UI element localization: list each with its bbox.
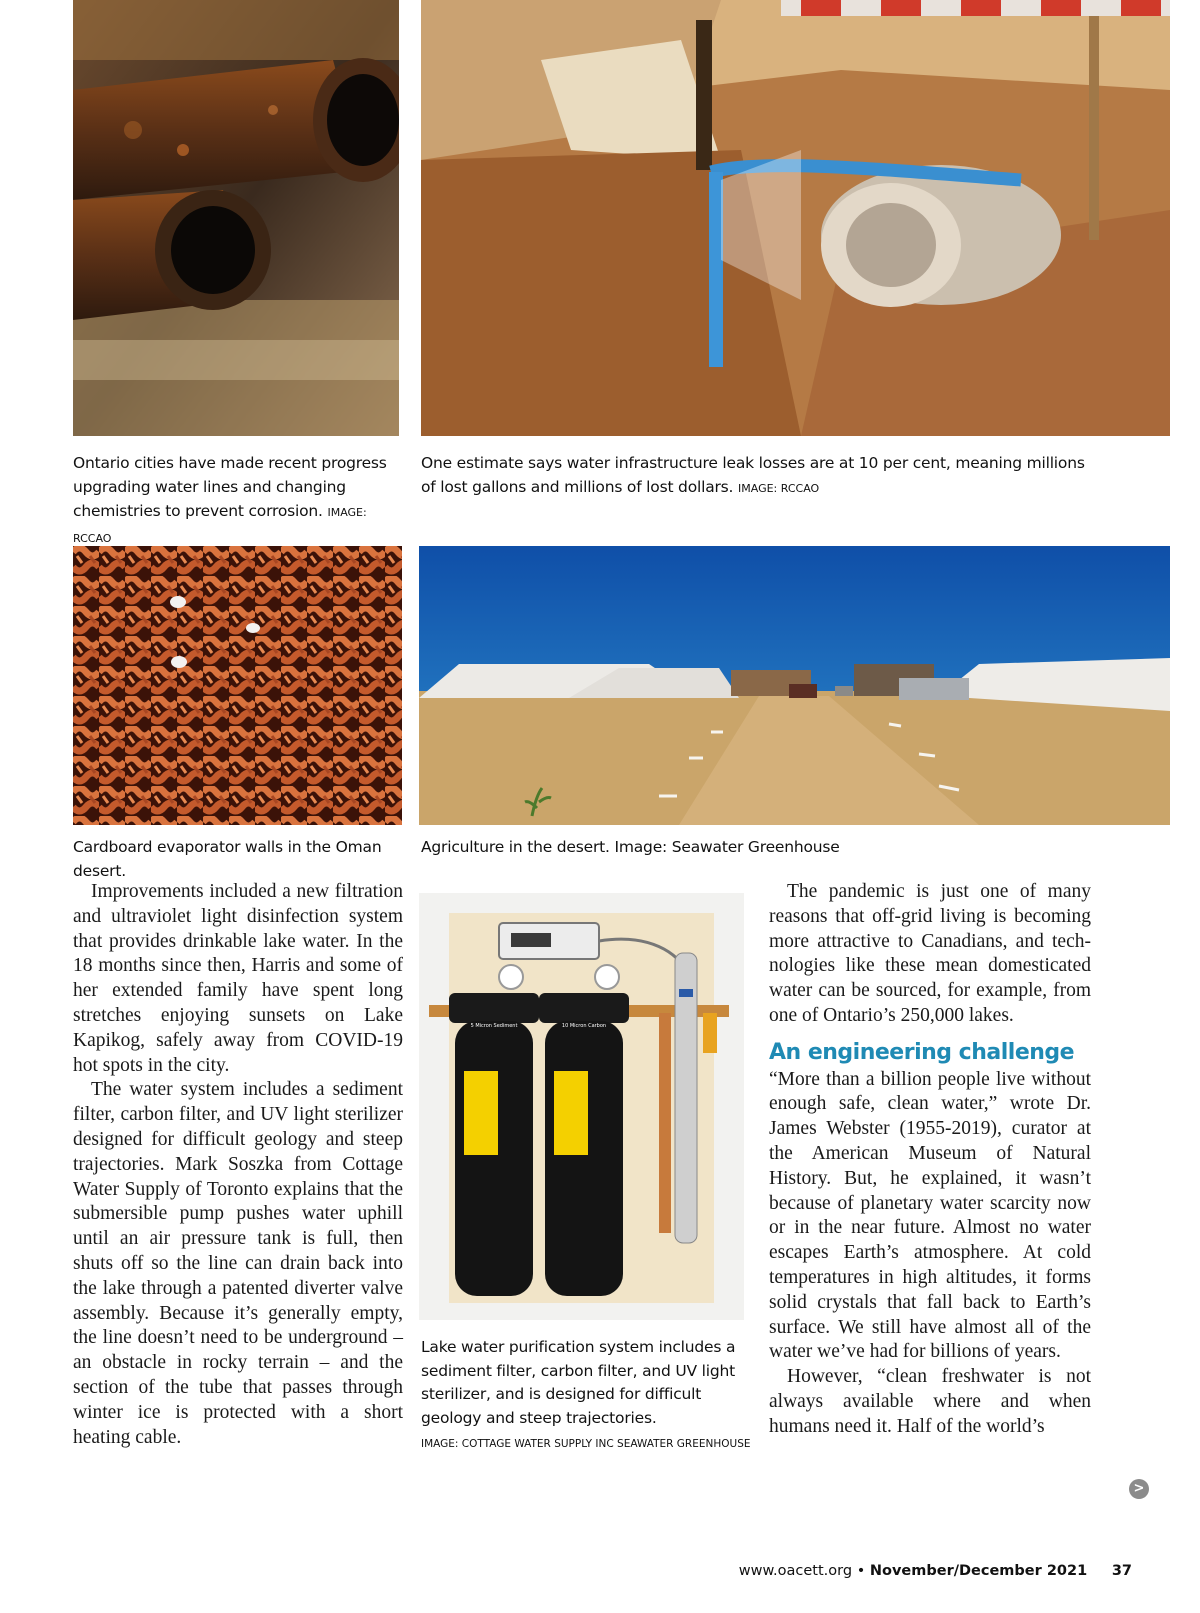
water-filter-system-photo [419,893,744,1320]
desert-agriculture-photo [419,546,1170,825]
rusted-pipes-photo [73,0,399,436]
caption-text: Ontario cities have made recent progress upgrading water lines and changing chemistries to prevent corrosion. [73,454,387,520]
cardboard-caption [73,835,413,883]
page-number: 37 [1111,1563,1132,1579]
leaking-pipe-photo [421,0,1170,436]
section-heading: An engineering challenge [769,1039,1075,1065]
paragraph: Improvements included a new filtration and ultraviolet light disinfection system that provides drinkable lake water. In the 18 months since then, Harris and some of her extended family have spent long stretches enjoying sunsets on Lake Kapikog, safely away from COVID-19 hot spots in the city. [73,881,403,1076]
paragraph: However, “clean freshwater is not always available where and when humans need it. Half of the world’s [769,1366,1091,1437]
filter-caption [421,1336,751,1457]
paragraph: “More than a billion people live without enough safe, clean water,” wrote Dr. James Webster (1955-2019), curator at the American Museum of Natural History. But, he explained, it wasn’t because of planetary water scarcity now or in the near future. Almost no water escapes Earth’s atmosphere. At cold temperatures in high altitudes, it forms solid crystals that fall back to Earth’s surface. We still have almost all of the water we’ve had for billions of years. [769,1068,1091,1363]
cardboard-evaporator-photo [73,546,402,825]
caption-text: Cardboard evaporator walls in the Oman desert. [73,838,382,880]
image-credit: IMAGE: RCCAO [738,482,820,495]
caption-text: One estimate says water infrastructure leak losses are at 10 per cent, meaning millions of lost gallons and millions of lost dollars. [421,454,1085,496]
arrow-right-icon: > [1129,1479,1149,1499]
footer-separator: • [856,1563,866,1579]
image-credit: IMAGE: RCCAO [73,506,367,545]
right-text-column [769,880,1091,1440]
site-url: www.oacett.org [738,1563,853,1579]
caption-text: Lake water purification system includes a sediment filter, carbon filter, and UV light sterilizer, and is designed for difficult geology and steep trajectories. [421,1338,736,1427]
desert-caption [421,835,1021,859]
pipes-caption [73,451,403,551]
carbon-filter-label: 10 Micron Carbon [561,1023,607,1029]
caption-text: Agriculture in the desert. Image: Seawater Greenhouse [421,838,840,856]
page-footer [739,1563,1132,1579]
sediment-filter-label: 5 Micron Sediment [470,1023,518,1029]
issue-date: November/December 2021 [869,1563,1088,1579]
paragraph: The water system includes a sediment filter, carbon filter, and UV light sterilizer designed for difficult geology and steep trajectories. Mark Soszka from Cottage Water Supply of Toronto explains that the submersible pump pushes water uphill until an air pressure tank is full, then shuts off so the line can drain back into the lake through a patented diverter valve assembly. Because it’s generally empty, the line doesn’t need to be underground – an obstacle in rocky terrain – and the section of the tube that passes through winter ice is protected with a short heating cable. [73,1079,403,1448]
paragraph: The pandemic is just one of many reasons that off-grid living is becoming more attractive to Canadians, and technologies like these mean domesticated water can be sourced, for example, from one of Ontario’s 250,000 lakes. [769,881,1091,1026]
leak-caption [421,451,1101,501]
image-credit: IMAGE: COTTAGE WATER SUPPLY INC SEAWATER GREENHOUSE [421,1438,751,1450]
left-text-column [73,880,403,1450]
